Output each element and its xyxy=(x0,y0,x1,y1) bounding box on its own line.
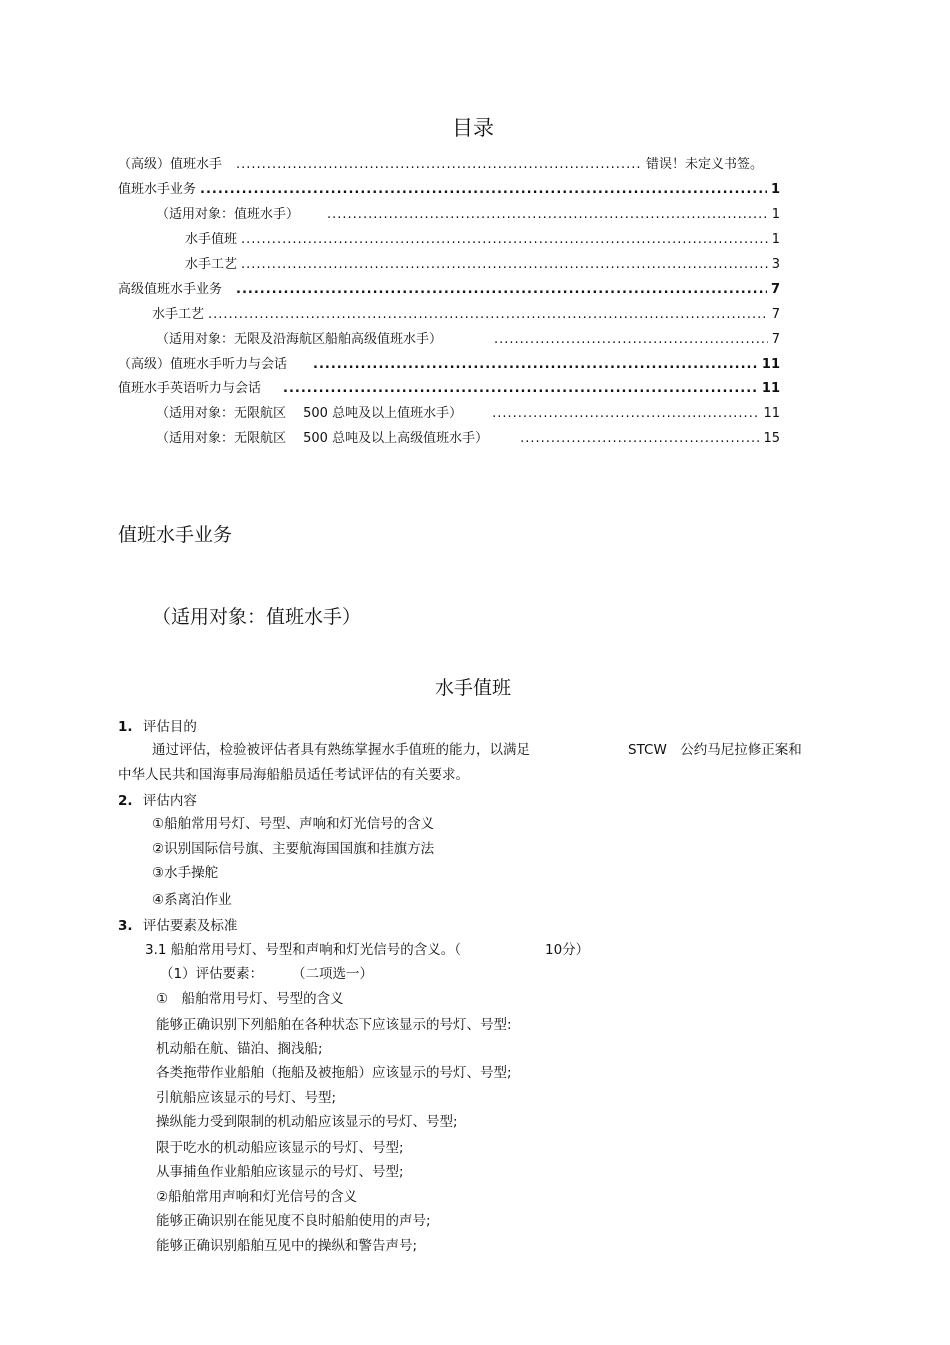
toc-entry[interactable] xyxy=(118,178,780,200)
toc-entry-label: （适用对象：无限及沿海航区船舶高级值班水手） xyxy=(156,332,443,347)
paragraph-line: 能够正确识别在能见度不良时船舶使用的声号; xyxy=(156,1213,431,1229)
section-number: 2. xyxy=(118,793,133,809)
list-item: ②识别国际信号旗、主要航海国国旗和挂旗方法 xyxy=(152,841,435,857)
section-1-heading xyxy=(118,715,197,735)
subsection-score: 10分） xyxy=(545,942,590,958)
toc-entry[interactable] xyxy=(185,253,780,275)
toc-leader-dots xyxy=(520,431,759,446)
section-title-text: 评估内容 xyxy=(142,793,197,809)
section-number: 3. xyxy=(118,918,133,934)
toc-entry-page: 3 xyxy=(771,257,780,272)
paragraph-line: 引航船应该显示的号灯、号型; xyxy=(156,1090,337,1106)
toc-entry-label: （适用对象：无限航区 500 总吨及以上值班水手） xyxy=(156,406,463,421)
paragraph-line: 操纵能力受到限制的机动船应该显示的号灯、号型; xyxy=(156,1114,458,1130)
toc-entry-label: （高级）值班水手 xyxy=(118,157,223,172)
toc-leader-dots xyxy=(200,182,767,197)
toc-entry[interactable] xyxy=(118,153,763,175)
list-item: ③水手操舵 xyxy=(152,865,219,881)
paragraph-line: 限于吃水的机动船应该显示的号灯、号型; xyxy=(156,1140,404,1156)
toc-entry-label: 水手值班 xyxy=(185,232,238,247)
paragraph-line: 能够正确识别下列船舶在各种状态下应该显示的号灯、号型: xyxy=(156,1017,512,1033)
toc-entry-label: （适用对象：值班水手） xyxy=(156,207,300,222)
toc-entry-page: 错误！未定义书签。 xyxy=(645,157,763,172)
toc-leader-dots xyxy=(283,381,758,396)
toc-leader-dots xyxy=(208,307,768,322)
toc-entry[interactable] xyxy=(118,278,780,300)
toc-entry[interactable] xyxy=(152,303,780,325)
toc-entry[interactable] xyxy=(118,353,780,375)
toc-leader-dots xyxy=(236,157,642,172)
toc-leader-dots xyxy=(241,232,768,247)
toc-entry-page: 7 xyxy=(771,307,780,322)
toc-entry-label: 水手工艺 xyxy=(185,257,238,272)
toc-leader-dots xyxy=(494,332,768,347)
toc-entry-page: 11 xyxy=(763,406,780,421)
toc-entry-label: （适用对象：无限航区 500 总吨及以上高级值班水手） xyxy=(156,431,489,446)
toc-entry-page: 1 xyxy=(770,182,780,197)
section-heading: 值班水手业务 xyxy=(118,524,233,546)
toc-entry[interactable] xyxy=(185,228,780,250)
toc-entry-page: 15 xyxy=(763,431,780,446)
toc-leader-dots xyxy=(327,207,768,222)
section-subheading: （适用对象：值班水手） xyxy=(152,606,362,628)
paragraph-line: 能够正确识别船舶互见中的操纵和警告声号; xyxy=(156,1238,418,1254)
section-title: 水手值班 xyxy=(434,677,511,699)
toc-entry[interactable] xyxy=(156,402,780,424)
subsection-heading: 3.1 船舶常用号灯、号型和声响和灯光信号的含义。（ xyxy=(145,942,462,958)
toc-entry[interactable] xyxy=(156,328,780,350)
paragraph-line: ① 船舶常用号灯、号型的含义 xyxy=(156,991,344,1007)
toc-entry-page: 1 xyxy=(771,232,780,247)
toc-leader-dots xyxy=(236,282,767,297)
paragraph-line: 机动船在航、锚泊、搁浅船; xyxy=(156,1041,323,1057)
toc-entry-page: 7 xyxy=(771,332,780,347)
list-item: ④系离泊作业 xyxy=(152,892,232,908)
toc-entry-page: 11 xyxy=(761,357,780,372)
paragraph-line: 通过评估，检验被评估者具有熟练掌握水手值班的能力，以满足 xyxy=(152,742,530,758)
toc-leader-dots xyxy=(492,406,759,421)
toc-entry[interactable] xyxy=(156,427,780,449)
section-number: 1. xyxy=(118,719,133,735)
assessment-elements-label: （1）评估要素： xyxy=(160,966,264,982)
list-item: ①船舶常用号灯、号型、声响和灯光信号的含义 xyxy=(152,816,435,832)
section-2-heading xyxy=(118,789,197,809)
toc-entry-label: （高级）值班水手听力与会话 xyxy=(118,357,288,372)
paragraph-line: STCW 公约马尼拉修正案和 xyxy=(628,742,802,758)
toc-entry-label: 高级值班水手业务 xyxy=(118,282,223,297)
section-title-text: 评估目的 xyxy=(142,719,197,735)
paragraph-line: 中华人民共和国海事局海船船员适任考试评估的有关要求。 xyxy=(118,767,469,783)
paragraph-line: 各类拖带作业船舶（拖船及被拖船）应该显示的号灯、号型; xyxy=(156,1065,512,1081)
paragraph-line: 从事捕鱼作业船舶应该显示的号灯、号型; xyxy=(156,1164,404,1180)
toc-title: 目录 xyxy=(452,116,494,140)
toc-entry-page: 7 xyxy=(770,282,780,297)
section-title-text: 评估要素及标准 xyxy=(142,918,238,934)
toc-entry[interactable] xyxy=(156,203,780,225)
paragraph-line: ②船舶常用声响和灯光信号的含义 xyxy=(156,1189,358,1205)
toc-entry-page: 11 xyxy=(761,381,780,396)
toc-entry-label: 值班水手英语听力与会话 xyxy=(118,381,262,396)
toc-entry-label: 水手工艺 xyxy=(152,307,205,322)
toc-entry-page: 1 xyxy=(771,207,780,222)
section-3-heading xyxy=(118,914,237,934)
assessment-elements-note: （二项选一） xyxy=(292,966,373,982)
toc-entry-label: 值班水手业务 xyxy=(118,182,197,197)
toc-leader-dots xyxy=(241,257,768,272)
toc-leader-dots xyxy=(313,357,758,372)
toc-entry[interactable] xyxy=(118,377,780,399)
